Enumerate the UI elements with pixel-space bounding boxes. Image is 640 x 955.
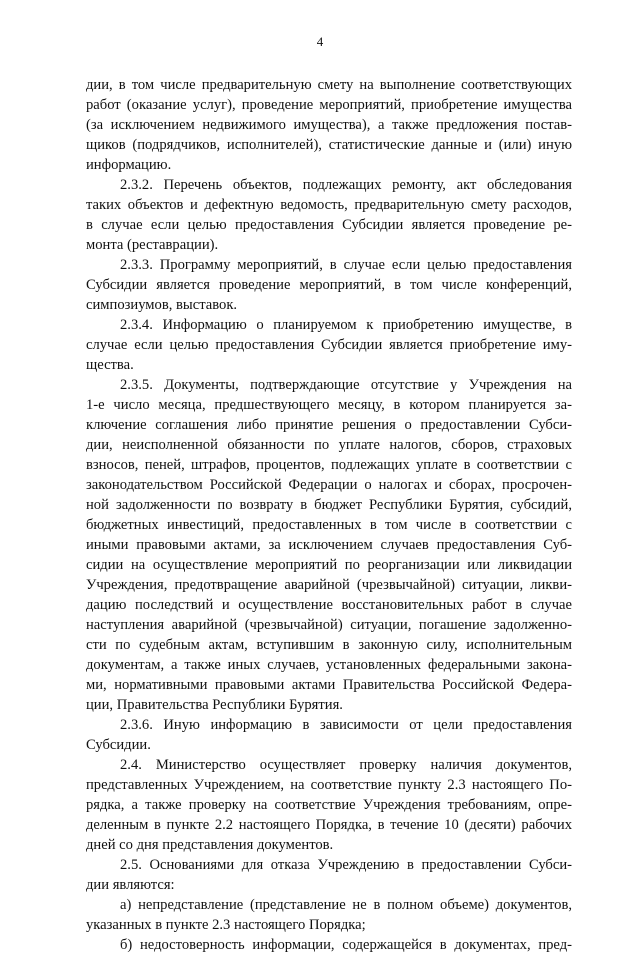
text-line: 2.3.4. Информацию о планируемом к приобретению имуществе, в — [120, 317, 572, 333]
text-line: представленных Учреждением, на соответствие пункту 2.3 настоящего По- — [86, 777, 572, 793]
text-line: дней со дня представления документов. — [86, 837, 334, 853]
text-line: сидии на осуществление мероприятий по реорганизации или ликвидации — [86, 557, 572, 573]
text-line: монта (реставрации). — [86, 237, 219, 253]
text-line: сти по судебным актам, вступившим в законную силу, исполнительным — [86, 637, 572, 653]
text-line: таких объектов и дефектную ведомость, предварительную смету расходов, — [86, 197, 572, 213]
text-line: Субсидии является проведение мероприятий, в том числе конференций, — [86, 277, 572, 293]
paragraph-item-2-3-2 — [86, 175, 572, 255]
text-line: 2.3.3. Программу мероприятий, в случае если целью предоставления — [120, 257, 572, 273]
text-line: работ (оказание услуг), проведение мероприятий, приобретение имущества — [86, 97, 572, 113]
text-line: дии, в том числе предварительную смету на выполнение соответствующих — [86, 77, 572, 93]
text-line: щиков (подрядчиков, исполнителей), статистические данные и (или) иную — [86, 137, 572, 153]
text-line: 2.3.6. Иную информацию в зависимости от цели предоставления — [120, 717, 572, 733]
paragraph-item-2-3-4 — [86, 315, 572, 375]
text-line: деленным в пункте 2.2 настоящего Порядка, в течение 10 (десяти) рабочих — [86, 817, 572, 833]
text-line: случае если целью предоставления Субсидии является приобретение иму- — [86, 337, 572, 353]
text-line: информацию. — [86, 157, 172, 173]
text-line: ции, Правительства Республики Бурятия. — [86, 697, 343, 713]
text-line: Субсидии. — [86, 737, 151, 753]
text-line: взносов, пеней, штрафов, процентов, подлежащих уплате в соответствии с — [86, 457, 572, 473]
text-line: 2.3.2. Перечень объектов, подлежащих ремонту, акт обследования — [120, 177, 572, 193]
page-number: 4 — [316, 34, 324, 49]
paragraph-item-2-4 — [86, 755, 572, 855]
text-line: 2.3.5. Документы, подтверждающие отсутствие у Учреждения на — [120, 377, 572, 393]
paragraph-item-2-3-5 — [86, 375, 572, 715]
text-line: бюджетных инвестиций, предоставленных в том числе в соответствии с — [86, 517, 572, 533]
text-line: дии являются: — [86, 877, 175, 893]
text-line: документам, а также иных случаев, установленных федеральными закона- — [86, 657, 572, 673]
text-line: 1-е число месяца, предшествующего месяцу, в котором планируется за- — [86, 397, 572, 413]
text-line: щества. — [86, 357, 134, 373]
text-line: ми, нормативными правовыми актами Правительства Российской Федера- — [86, 677, 572, 693]
text-line: ной задолженности по возврату в бюджет Республики Бурятия, субсидий, — [86, 497, 572, 513]
text-line: 2.5. Основаниями для отказа Учреждению в предоставлении Субси- — [120, 857, 572, 873]
text-line: Учреждения, предотвращение аварийной (чрезвычайной) ситуации, ликви- — [86, 577, 572, 593]
text-line: ключение соглашения либо принятие решения о предоставлении Субси- — [86, 417, 572, 433]
text-line: рядка, а также проверку на соответствие Учреждения требованиям, опре- — [86, 797, 572, 813]
text-line: 2.4. Министерство осуществляет проверку наличия документов, — [120, 757, 572, 773]
text-line: наступления аварийной (чрезвычайной) ситуации, погашение задолженно- — [86, 617, 572, 633]
paragraph-item-2-3-3 — [86, 255, 572, 315]
text-line: б) недостоверность информации, содержащейся в документах, пред- — [120, 937, 572, 953]
text-line: указанных в пункте 2.3 настоящего Порядка; — [86, 917, 366, 933]
text-line: дацию последствий и осуществление восстановительных работ в случае — [86, 597, 572, 613]
text-line: а) непредставление (представление не в полном объеме) документов, — [120, 897, 572, 913]
paragraph-item-2-5-b — [86, 935, 572, 955]
paragraph-item-2-5-a — [86, 895, 572, 935]
paragraph-continuation-2-3-1 — [86, 75, 572, 175]
paragraph-item-2-5 — [86, 855, 572, 895]
paragraph-item-2-3-6 — [86, 715, 572, 755]
text-line: дии, неисполненной обязанности по уплате налогов, сборов, страховых — [86, 437, 572, 453]
text-line: иными правовыми актами, за исключением случаев предоставления Суб- — [86, 537, 572, 553]
document-body — [86, 75, 572, 955]
text-line: симпозиумов, выставок. — [86, 297, 238, 313]
text-line: (за исключением недвижимого имущества), а также предложения постав- — [86, 117, 572, 133]
text-line: в случае если целью предоставления Субсидии является проведение ре- — [86, 217, 572, 233]
text-line: законодательством Российской Федерации о налогах и сборах, просрочен- — [86, 477, 572, 493]
